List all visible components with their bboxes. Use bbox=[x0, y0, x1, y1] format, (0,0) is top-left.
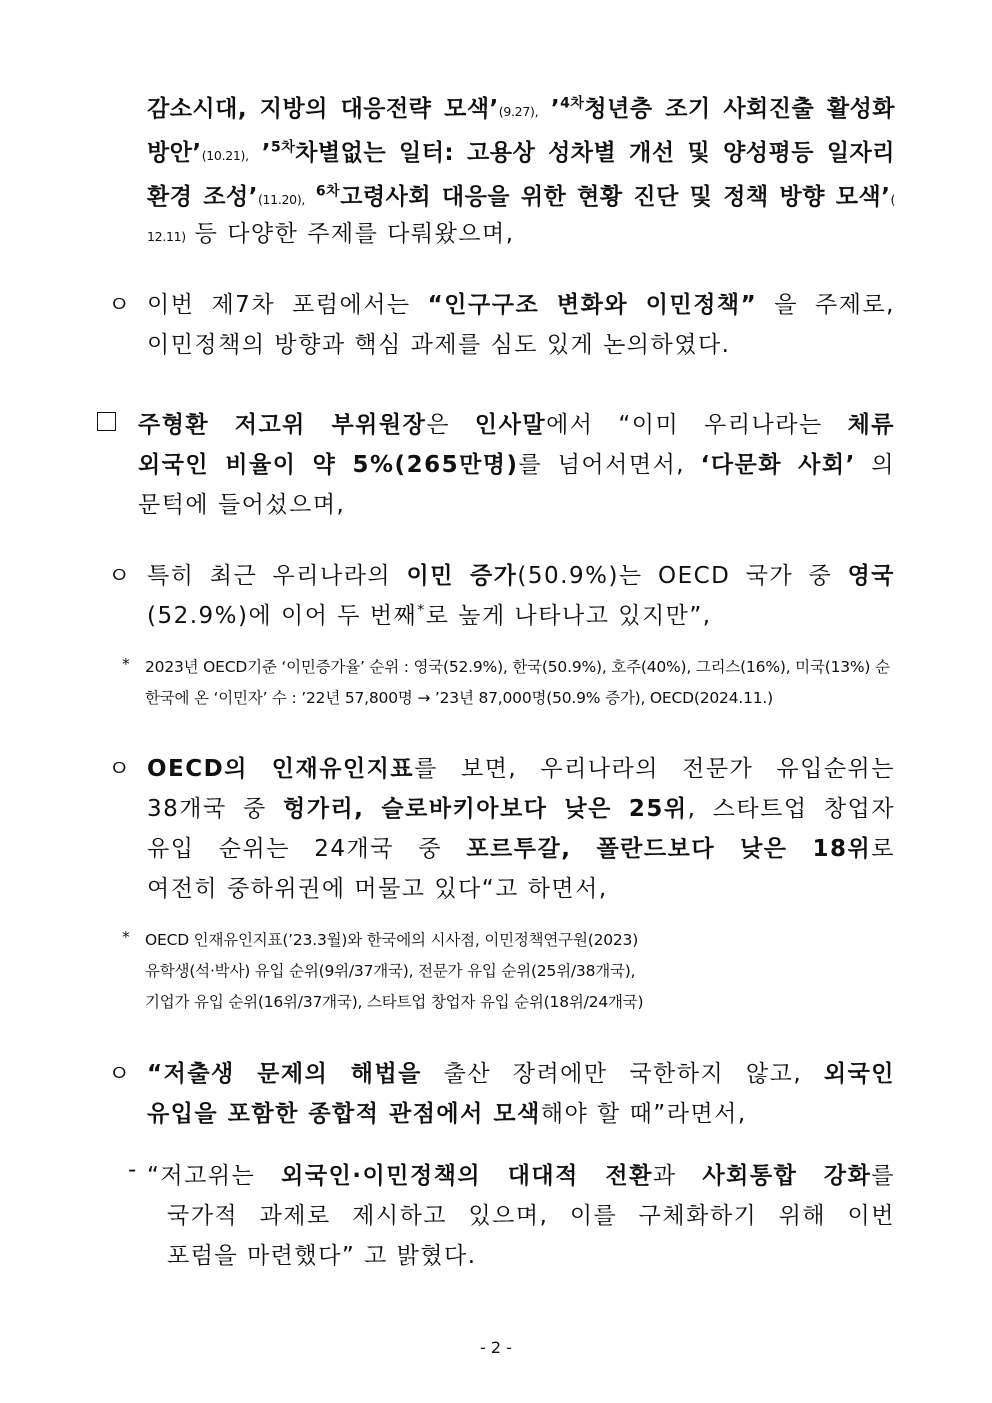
increase-line-1: 특히 최근 우리나라의 이민 증가(50.9%)는 OECD 국가 중 영국 bbox=[147, 563, 895, 589]
talent-line-4: 여전히 중하위권에 머물고 있다“고 하면서, bbox=[147, 876, 608, 902]
dash-marker: - bbox=[128, 1157, 138, 1183]
forum-topics-line-1: 감소시대, 지방의 대응전략 모색’(9.27), ’$^{4차}$청년층 조기 사회진출 활성화 bbox=[147, 95, 896, 122]
checkbox-square-icon bbox=[97, 412, 116, 433]
greeting-line-2: 외국인 비율이 약 5%(265만명)를 넘어서면서, ‘다문화 사회’ 의 bbox=[138, 452, 895, 478]
talent-line-2: 38개국 중 헝가리, 슬로바키아보다 낮은 25위, 스타트업 창업자 bbox=[147, 796, 895, 822]
solution-line-2: 유입을 포함한 종합적 관점에서 모색해야 할 때”라면서, bbox=[147, 1101, 747, 1127]
footnote-1-line-1: 2023년 OECD기준 ‘이민증가율’ 순위 : 영국(52.9%), 한국(50.9%), 호주(40%), 그리스(16%), 미국(13%) 순 bbox=[145, 658, 890, 676]
footnote-2-line-3: 기업가 유입 순위(16위/37개국), 스타트업 창업자 유입 순위(18위/24개국) bbox=[145, 993, 644, 1011]
bullet-marker: ㅇ bbox=[108, 292, 132, 318]
footnote-1-line-2: 한국에 온 ‘이민자’ 수 : ’22년 57,800명 → ’23년 87,000명(50.9% 증가), OECD(2024.11.) bbox=[145, 689, 773, 707]
greeting-line-3: 문턱에 들어섰으며, bbox=[138, 492, 346, 518]
forum-topics-line-2: 방안’(10.21), ’$^{5차}$차별없는 일터: 고용상 성차별 개선 및 양성평등 일자리 bbox=[147, 139, 895, 166]
bullet-marker: ㅇ bbox=[108, 563, 132, 589]
forum-topics-line-4: 12.11) 등 다양한 주제를 다뤄왔으며, bbox=[147, 221, 515, 247]
forum-topic-line-2: 이민정책의 방향과 핵심 과제를 심도 있게 논의하였다. bbox=[147, 332, 731, 358]
solution-line-1: “저출생 문제의 해법을 출산 장려에만 국한하지 않고, 외국인 bbox=[147, 1061, 896, 1087]
talent-line-1: OECD의 인재유인지표를 보면, 우리나라의 전문가 유입순위는 bbox=[147, 756, 895, 782]
footnote-2-line-2: 유학생(석·박사) 유입 순위(9위/37개국), 전문가 유입 순위(25위/38개국), bbox=[145, 962, 636, 980]
forum-topic-line-1: 이번 제7차 포럼에서는 “인구구조 변화와 이민정책” 을 주제로, bbox=[147, 292, 895, 318]
talent-line-3: 유입 순위는 24개국 중 포르투갈, 폴란드보다 낮은 18위로 bbox=[147, 836, 895, 862]
bullet-marker: ㅇ bbox=[108, 1061, 132, 1087]
quote-line-3: 포럼을 마련했다” 고 밝혔다. bbox=[167, 1243, 477, 1269]
forum-topics-line-3: 환경 조성’(11.20), $^{6차}$고령사회 대응을 위한 현황 진단 및 정책 방향 모색’( bbox=[147, 183, 896, 210]
bullet-marker: ㅇ bbox=[108, 756, 132, 782]
increase-line-2: (52.9%)에 이어 두 번째*로 높게 나타나고 있지만”, bbox=[147, 602, 712, 629]
footnote-star: * bbox=[122, 655, 130, 673]
quote-line-2: 국가적 과제로 제시하고 있으며, 이를 구체화하기 위해 이번 bbox=[167, 1203, 895, 1229]
footnote-star: * bbox=[122, 928, 130, 946]
footnote-2-line-1: OECD 인재유인지표(’23.3월)와 한국에의 시사점, 이민정책연구원(2023) bbox=[145, 931, 639, 949]
page-number: - 2 - bbox=[480, 1338, 512, 1357]
greeting-line-1: 주형환 저고위 부위원장은 인사말에서 “이미 우리나라는 체류 bbox=[138, 412, 896, 438]
quote-line-1: “저고위는 외국인·이민정책의 대대적 전환과 사회통합 강화를 bbox=[147, 1163, 895, 1189]
